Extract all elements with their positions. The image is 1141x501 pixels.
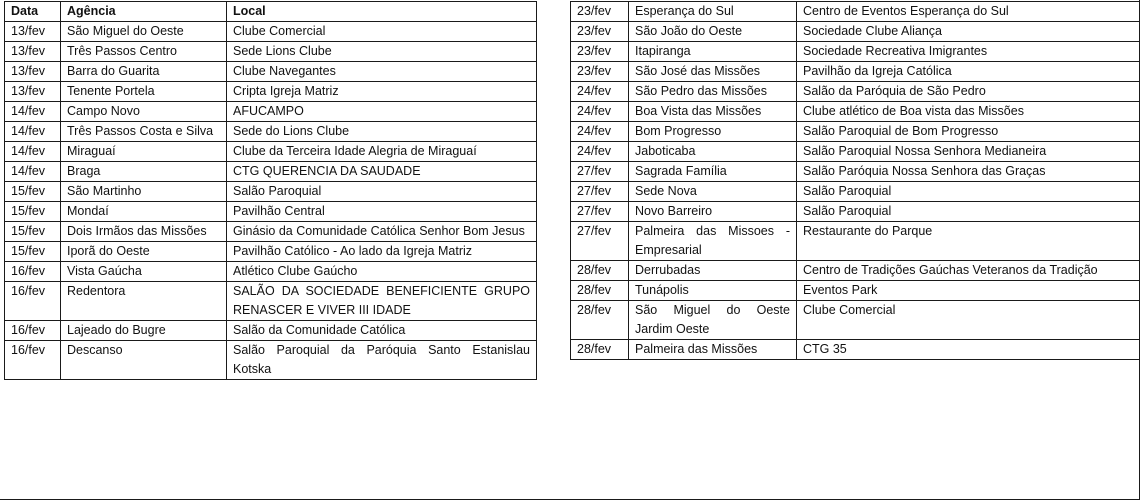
cell-date: 14/fev [5, 102, 61, 122]
cell-date: 27/fev [571, 182, 629, 202]
cell-date: 23/fev [571, 42, 629, 62]
table-row [5, 142, 537, 162]
header-row [5, 2, 537, 22]
cell-venue: Salão Paroquial [797, 202, 1140, 222]
cell-date: 14/fev [5, 122, 61, 142]
cell-venue: Clube da Terceira Idade Alegria de Miraguaí [227, 142, 537, 162]
cell-venue: Centro de Eventos Esperança do Sul [797, 2, 1140, 22]
table-row [571, 142, 1140, 162]
cell-agency: São João do Oeste [629, 22, 797, 42]
cell-agency: Palmeira das Missões [629, 340, 797, 360]
cell-date: 16/fev [5, 321, 61, 341]
cell-date: 27/fev [571, 162, 629, 182]
header-local: Local [227, 2, 537, 22]
cell-agency: Três Passos Centro [61, 42, 227, 62]
cell-venue: AFUCAMPO [227, 102, 537, 122]
cell-date: 24/fev [571, 102, 629, 122]
cell-date: 13/fev [5, 42, 61, 62]
cell-date: 27/fev [571, 202, 629, 222]
cell-date: 16/fev [5, 262, 61, 282]
cell-agency: Redentora [61, 282, 227, 321]
table-row [571, 122, 1140, 142]
cell-agency: Palmeira das Missoes - Empresarial [629, 222, 797, 261]
cell-agency: Descanso [61, 341, 227, 380]
table-row [5, 222, 537, 242]
cell-date: 16/fev [5, 282, 61, 321]
cell-agency: São Pedro das Missões [629, 82, 797, 102]
cell-venue: Salão Paróquia Nossa Senhora das Graças [797, 162, 1140, 182]
header-agencia: Agência [61, 2, 227, 22]
table-row [571, 42, 1140, 62]
cell-agency: Sagrada Família [629, 162, 797, 182]
cell-venue: Salão Paroquial [797, 182, 1140, 202]
cell-agency: Iporã do Oeste [61, 242, 227, 262]
table-row [5, 22, 537, 42]
table-row [5, 162, 537, 182]
table-row [5, 82, 537, 102]
table-row [5, 122, 537, 142]
cell-date: 15/fev [5, 202, 61, 222]
cell-agency: São Miguel do Oeste Jardim Oeste [629, 301, 797, 340]
cell-date: 16/fev [5, 341, 61, 380]
cell-agency: Miraguaí [61, 142, 227, 162]
cell-agency: Tenente Portela [61, 82, 227, 102]
cell-date: 23/fev [571, 22, 629, 42]
table-row [571, 261, 1140, 281]
cell-agency: Boa Vista das Missões [629, 102, 797, 122]
cell-venue: CTG 35 [797, 340, 1140, 360]
cell-agency: Três Passos Costa e Silva [61, 122, 227, 142]
cell-date: 14/fev [5, 142, 61, 162]
table-row [571, 22, 1140, 42]
cell-agency: Dois Irmãos das Missões [61, 222, 227, 242]
cell-date: 15/fev [5, 222, 61, 242]
cell-date: 13/fev [5, 62, 61, 82]
cell-date: 28/fev [571, 261, 629, 281]
table-row [571, 281, 1140, 301]
cell-venue: SALÃO DA SOCIEDADE BENEFICIENTE GRUPO RENASCER E VIVER III IDADE [227, 282, 537, 321]
table-row [5, 182, 537, 202]
cell-date: 15/fev [5, 182, 61, 202]
cell-date: 28/fev [571, 281, 629, 301]
cell-venue: Sociedade Recreativa Imigrantes [797, 42, 1140, 62]
cell-agency: Bom Progresso [629, 122, 797, 142]
table-row [571, 62, 1140, 82]
cell-venue: Pavilhão da Igreja Católica [797, 62, 1140, 82]
cell-venue: Clube Comercial [227, 22, 537, 42]
cell-date: 13/fev [5, 22, 61, 42]
cell-venue: Eventos Park [797, 281, 1140, 301]
cell-agency: Esperança do Sul [629, 2, 797, 22]
cell-agency: Derrubadas [629, 261, 797, 281]
cell-agency: Campo Novo [61, 102, 227, 122]
table-row [5, 242, 537, 262]
cell-venue: Salão da Paróquia de São Pedro [797, 82, 1140, 102]
table-row [5, 262, 537, 282]
cell-venue: Sede do Lions Clube [227, 122, 537, 142]
cell-venue: Cripta Igreja Matriz [227, 82, 537, 102]
table-row [5, 282, 537, 321]
table-row [5, 321, 537, 341]
cell-venue: Restaurante do Parque [797, 222, 1140, 261]
cell-agency: São Martinho [61, 182, 227, 202]
table-row [5, 42, 537, 62]
cell-venue: Salão da Comunidade Católica [227, 321, 537, 341]
header-data: Data [5, 2, 61, 22]
table-row [571, 162, 1140, 182]
table-row [571, 82, 1140, 102]
cell-date: 28/fev [571, 340, 629, 360]
cell-agency: Lajeado do Bugre [61, 321, 227, 341]
table-row [571, 340, 1140, 360]
table-row [571, 182, 1140, 202]
schedule-table-left [4, 1, 537, 380]
table-row [571, 301, 1140, 340]
table-row [571, 2, 1140, 22]
cell-agency: Barra do Guarita [61, 62, 227, 82]
cell-venue: Clube Comercial [797, 301, 1140, 340]
cell-date: 13/fev [5, 82, 61, 102]
cell-venue: Sociedade Clube Aliança [797, 22, 1140, 42]
cell-date: 23/fev [571, 2, 629, 22]
cell-date: 27/fev [571, 222, 629, 261]
cell-agency: Tunápolis [629, 281, 797, 301]
table-row [571, 222, 1140, 261]
cell-venue: Salão Paroquial Nossa Senhora Medianeira [797, 142, 1140, 162]
table-row [5, 62, 537, 82]
cell-venue: Salão Paroquial [227, 182, 537, 202]
table-row [571, 202, 1140, 222]
cell-agency: Braga [61, 162, 227, 182]
cell-venue: CTG QUERENCIA DA SAUDADE [227, 162, 537, 182]
table-row [5, 202, 537, 222]
cell-agency: Sede Nova [629, 182, 797, 202]
cell-venue: Pavilhão Central [227, 202, 537, 222]
table-row [5, 102, 537, 122]
cell-venue: Clube atlético de Boa vista das Missões [797, 102, 1140, 122]
cell-agency: São José das Missões [629, 62, 797, 82]
cell-date: 14/fev [5, 162, 61, 182]
cell-date: 24/fev [571, 142, 629, 162]
cell-venue: Salão Paroquial da Paróquia Santo Estanislau Kotska [227, 341, 537, 380]
cell-venue: Centro de Tradições Gaúchas Veteranos da Tradição [797, 261, 1140, 281]
cell-date: 23/fev [571, 62, 629, 82]
cell-agency: Mondaí [61, 202, 227, 222]
cell-venue: Pavilhão Católico - Ao lado da Igreja Matriz [227, 242, 537, 262]
cell-date: 28/fev [571, 301, 629, 340]
cell-agency: Vista Gaúcha [61, 262, 227, 282]
cell-date: 24/fev [571, 82, 629, 102]
cell-venue: Atlético Clube Gaúcho [227, 262, 537, 282]
cell-agency: Jaboticaba [629, 142, 797, 162]
cell-venue: Ginásio da Comunidade Católica Senhor Bom Jesus [227, 222, 537, 242]
cell-date: 24/fev [571, 122, 629, 142]
schedule-table-right [570, 1, 1140, 360]
cell-agency: Itapiranga [629, 42, 797, 62]
table-row [5, 341, 537, 380]
cell-date: 15/fev [5, 242, 61, 262]
cell-venue: Salão Paroquial de Bom Progresso [797, 122, 1140, 142]
table-row [571, 102, 1140, 122]
cell-agency: São Miguel do Oeste [61, 22, 227, 42]
cell-venue: Sede Lions Clube [227, 42, 537, 62]
cell-agency: Novo Barreiro [629, 202, 797, 222]
cell-venue: Clube Navegantes [227, 62, 537, 82]
